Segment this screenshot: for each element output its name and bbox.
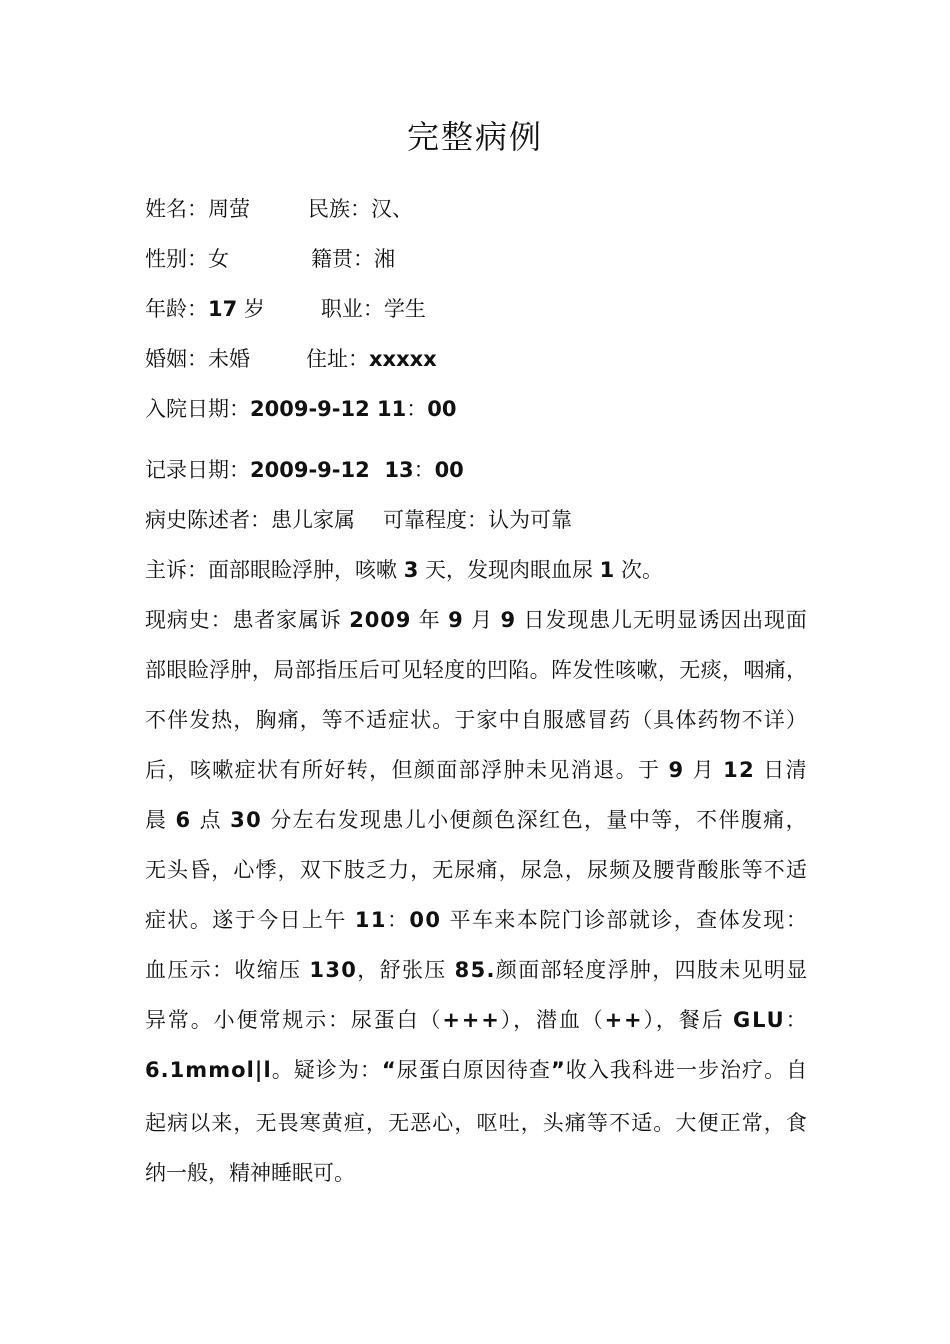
info-row-age: 年龄：17 岁 职业：学生 — [145, 297, 426, 321]
history-line: 部眼睑浮肿，局部指压后可见轻度的凹陷。阵发性咳嗽，无痰，咽痛， — [145, 658, 808, 682]
history-line: 晨 6 点 30 分左右发现患儿小便颜色深红色，量中等，不伴腹痛， — [145, 808, 809, 832]
history-line: 起病以来，无畏寒黄疸，无恶心，呕吐，头痛等不适。大便正常，食 — [145, 1111, 808, 1135]
history-line: 无头昏，心悸，双下肢乏力，无尿痛，尿急，尿频及腰背酸胀等不适 — [145, 858, 808, 882]
patient-marriage: 未婚 — [208, 347, 250, 371]
info-row-name: 姓名：周萤 民族：汉、 — [145, 197, 413, 221]
narrator: 患儿家属 — [271, 508, 355, 532]
history-line: 6.1mmol|l。疑诊为：“尿蛋白原因待查”收入我科进一步治疗。自 — [145, 1058, 809, 1082]
info-row-record: 记录日期：2009-9-12 13：00 — [145, 458, 464, 482]
patient-name: 周萤 — [208, 197, 250, 221]
chief-complaint: 主诉：面部眼睑浮肿，咳嗽 3 天，发现肉眼血尿 1 次。 — [145, 558, 663, 582]
record-date: 2009-9-12 13 — [250, 458, 414, 482]
admit-date: 2009-9-12 11 — [250, 397, 407, 421]
history-line: 血压示：收缩压 130，舒张压 85.颜面部轻度浮肿，四肢未见明显 — [145, 958, 809, 982]
history-line: 异常。小便常规示：尿蛋白（+++），潜血（++），餐后 GLU： — [145, 1008, 809, 1032]
history-line: 现病史：患者家属诉 2009 年 9 月 9 日发现患儿无明显诱因出现面 — [145, 608, 808, 632]
present-illness-history — [145, 605, 807, 1208]
page-title: 完整病例 — [406, 118, 543, 156]
patient-sex: 女 — [208, 247, 229, 271]
history-line: 后，咳嗽症状有所好转，但颜面部浮肿未见消退。于 9 月 12 日清 — [145, 758, 809, 782]
history-line: 纳一般，精神睡眠可。 — [145, 1161, 355, 1185]
info-row-sex: 性别：女 籍贯：湘 — [145, 247, 395, 271]
info-row-admit: 入院日期：2009-9-12 11：00 — [145, 397, 457, 421]
patient-ethnic: 汉、 — [371, 197, 413, 221]
history-line: 症状。遂于今日上午 11：00 平车来本院门诊部就诊，查体发现： — [145, 908, 809, 932]
reliability: 认为可靠 — [488, 508, 572, 532]
patient-age: 17 — [208, 297, 238, 321]
patient-native: 湘 — [374, 247, 395, 271]
history-line: 不伴发热，胸痛，等不适症状。于家中自服感冒药（具体药物不详） — [145, 708, 808, 732]
info-row-marriage: 婚姻：未婚 住址：xxxxx — [145, 347, 437, 371]
info-row-narrator: 病史陈述者：患儿家属 可靠程度：认为可靠 — [145, 508, 572, 532]
patient-job: 学生 — [383, 297, 426, 321]
patient-address: xxxxx — [369, 347, 437, 371]
